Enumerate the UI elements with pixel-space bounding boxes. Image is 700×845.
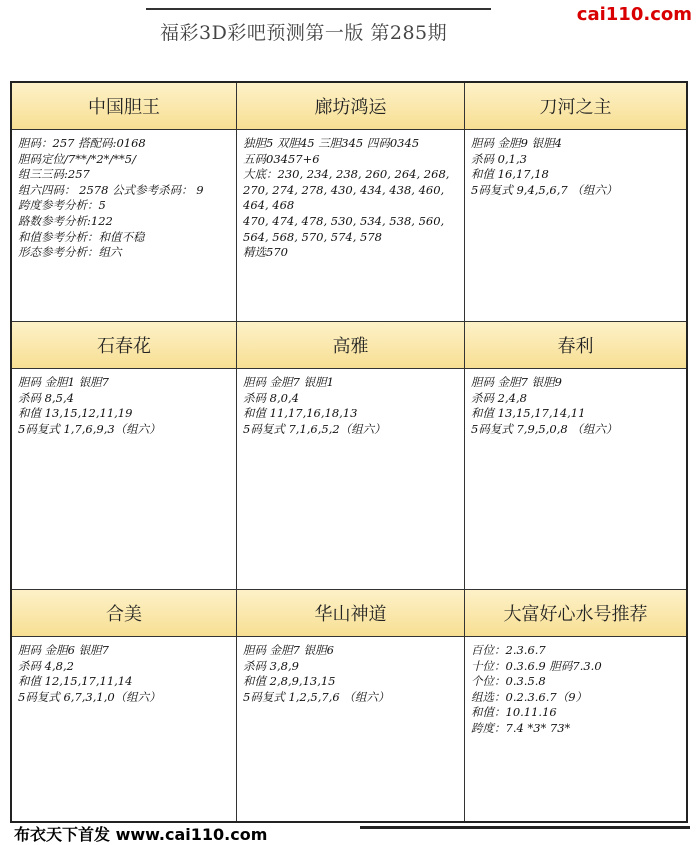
panel-title: 石春花 <box>12 322 236 369</box>
panel-line: 470, 474, 478, 530, 534, 538, 560, <box>243 213 445 228</box>
panel-hemei <box>12 590 237 821</box>
panel-shi-chunhua <box>12 322 237 590</box>
panel-line: 组选：0.2.3.6.7（9） <box>471 689 588 704</box>
panel-title: 高雅 <box>237 322 464 369</box>
panel-body <box>12 637 236 709</box>
panel-title: 华山神道 <box>237 590 464 637</box>
panel-title: 刀河之主 <box>465 83 686 130</box>
panel-body <box>237 637 464 709</box>
panel-line: 百位：2.3.6.7 <box>471 643 546 657</box>
top-banner <box>0 0 700 68</box>
panel-title: 大富好心水号推荐 <box>465 590 686 637</box>
panel-body <box>465 637 686 741</box>
site-logo[interactable]: cai110.com <box>576 4 692 25</box>
panel-chunli <box>465 322 686 590</box>
panel-line: 跨度参考分析：5 <box>18 198 106 213</box>
panel-line: 胆码定位/7**/*2*/**5/ <box>18 151 136 166</box>
footer-divider <box>360 826 690 829</box>
panel-line: 杀码 4,8,2 <box>18 658 74 673</box>
panel-line: 组六四码： 2578 公式参考杀码： 9 <box>18 182 204 197</box>
panel-line: 杀码 8,0,4 <box>243 390 299 405</box>
panel-line: 胆码 金胆1 银胆7 <box>18 375 109 389</box>
panel-line: 5码复式 6,7,3,1,0（组六） <box>18 689 161 704</box>
panel-line: 杀码 8,5,4 <box>18 390 74 405</box>
panel-line: 胆码 金胆7 银胆1 <box>243 375 334 389</box>
panel-line: 270, 274, 278, 430, 434, 438, 460, <box>243 182 445 197</box>
panel-line: 5码复式 9,4,5,6,7 （组六） <box>471 182 618 197</box>
panel-line: 胆码 金胆7 银胆6 <box>243 643 334 657</box>
panel-line: 跨度：7.4 *3* 73* <box>471 720 571 735</box>
panel-body <box>12 369 236 441</box>
panel-gaoya <box>237 322 465 590</box>
panel-line: 5码复式 7,9,5,0,8 （组六） <box>471 421 618 436</box>
panel-line: 形态参考分析：组六 <box>18 245 122 260</box>
footer-credit[interactable]: 布衣天下首发 www.cai110.com <box>14 825 268 844</box>
panel-line: 和值 2,8,9,13,15 <box>243 674 336 689</box>
panel-body <box>465 130 686 202</box>
panel-body <box>237 369 464 441</box>
panel-title: 春利 <box>465 322 686 369</box>
panel-zhongguo-danwang <box>12 83 237 322</box>
panel-line: 胆码 金胆9 银胆4 <box>471 136 562 150</box>
panel-title: 合美 <box>12 590 236 637</box>
panel-line: 胆码：257 搭配码:0168 <box>18 136 146 150</box>
panel-line: 个位：0.3.5.8 <box>471 674 546 689</box>
panel-title: 中国胆王 <box>12 83 236 130</box>
panel-body <box>237 130 464 265</box>
panel-line: 胆码 金胆7 银胆9 <box>471 375 562 389</box>
panel-body <box>465 369 686 441</box>
panel-line: 杀码 2,4,8 <box>471 390 527 405</box>
panel-line: 和值参考分析：和值不稳 <box>18 229 145 244</box>
prediction-grid <box>10 81 688 823</box>
panel-line: 五码03457+6 <box>243 151 320 166</box>
panel-line: 和值 13,15,12,11,19 <box>18 406 133 421</box>
panel-line: 大底：230, 234, 238, 260, 264, 268, <box>243 167 450 182</box>
panel-line: 组三三码:257 <box>18 167 90 182</box>
panel-line: 杀码 0,1,3 <box>471 151 527 166</box>
panel-line: 和值 11,17,16,18,13 <box>243 406 358 421</box>
panel-line: 5码复式 1,7,6,9,3（组六） <box>18 421 161 436</box>
panel-langfang-hongyun <box>237 83 465 322</box>
panel-line: 5码复式 7,1,6,5,2（组六） <box>243 421 386 436</box>
panel-line: 独胆5 双胆45 三胆345 四码0345 <box>243 136 420 150</box>
panel-line: 和值 16,17,18 <box>471 167 549 182</box>
panel-line: 胆码 金胆6 银胆7 <box>18 643 109 657</box>
panel-line: 杀码 3,8,9 <box>243 658 299 673</box>
panel-dafu-haoxinshui <box>465 590 686 821</box>
panel-line: 路数参考分析:122 <box>18 213 113 228</box>
panel-line: 464, 468 <box>243 198 295 213</box>
panel-title: 廊坊鸿运 <box>237 83 464 130</box>
panel-daohe-zhizhu <box>465 83 686 322</box>
panel-line: 十位：0.3.6.9 胆码7.3.0 <box>471 658 602 673</box>
panel-line: 5码复式 1,2,5,7,6 （组六） <box>243 689 390 704</box>
panel-line: 和值 12,15,17,11,14 <box>18 674 133 689</box>
panel-body <box>12 130 236 265</box>
panel-huashan-shendao <box>237 590 465 821</box>
panel-line: 564, 568, 570, 574, 578 <box>243 229 382 244</box>
page-title: 福彩3D彩吧预测第一版 第285期 <box>160 22 448 44</box>
panel-line: 精选570 <box>243 245 288 260</box>
panel-line: 和值：10.11.16 <box>471 705 557 720</box>
panel-line: 和值 13,15,17,14,11 <box>471 406 586 421</box>
